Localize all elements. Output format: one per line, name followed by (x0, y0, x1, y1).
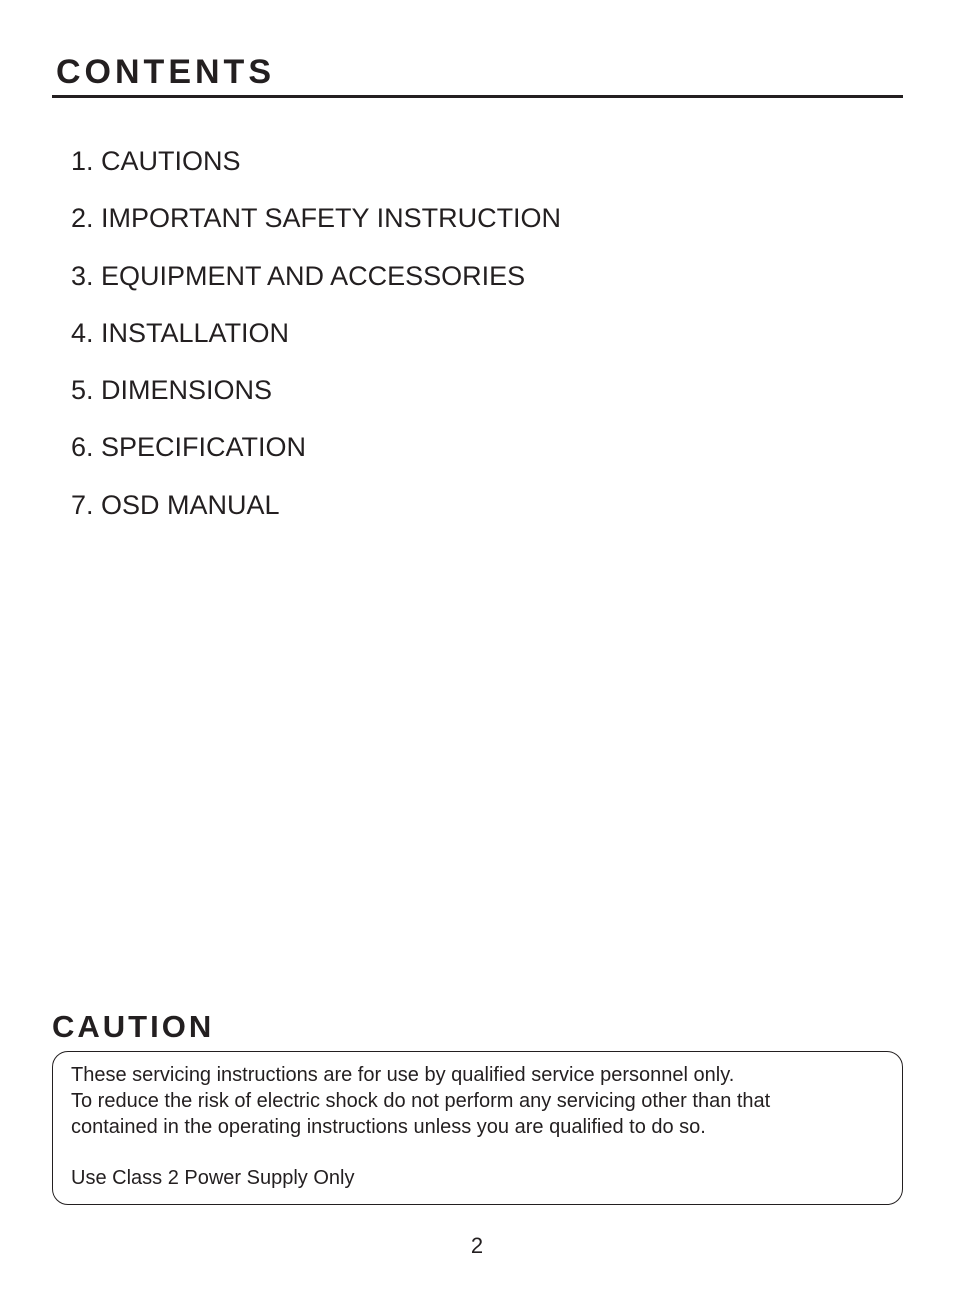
page-number: 2 (470, 1233, 484, 1258)
toc-item-dimensions: 5. DIMENSIONS (71, 375, 273, 406)
toc-item-installation: 4. INSTALLATION (71, 317, 290, 348)
caution-notice-box (52, 1051, 903, 1205)
caution-spacer (71, 1140, 884, 1165)
caution-text-line: To reduce the risk of electric shock do not perform any servicing other than that (71, 1090, 771, 1112)
toc-item-cautions: 1. CAUTIONS (71, 146, 241, 176)
toc-item-specification: 6. SPECIFICATION (71, 432, 307, 463)
contents-divider (52, 95, 903, 98)
power-supply-note: Use Class 2 Power Supply Only (71, 1167, 355, 1189)
caution-heading: CAUTION (52, 1009, 215, 1044)
table-of-contents (71, 140, 561, 541)
caution-text-line: These servicing instructions are for use by qualified service personnel only. (71, 1064, 735, 1086)
toc-item-osd-manual: 7. OSD MANUAL (71, 489, 280, 520)
caution-text-line: contained in the operating instructions unless you are qualified to do so. (71, 1116, 706, 1138)
toc-item-important-safety-instruction: 2. IMPORTANT SAFETY INSTRUCTION (71, 203, 562, 234)
contents-heading: CONTENTS (56, 53, 275, 91)
toc-item-equipment-and-accessories: 3. EQUIPMENT AND ACCESSORIES (71, 260, 526, 291)
